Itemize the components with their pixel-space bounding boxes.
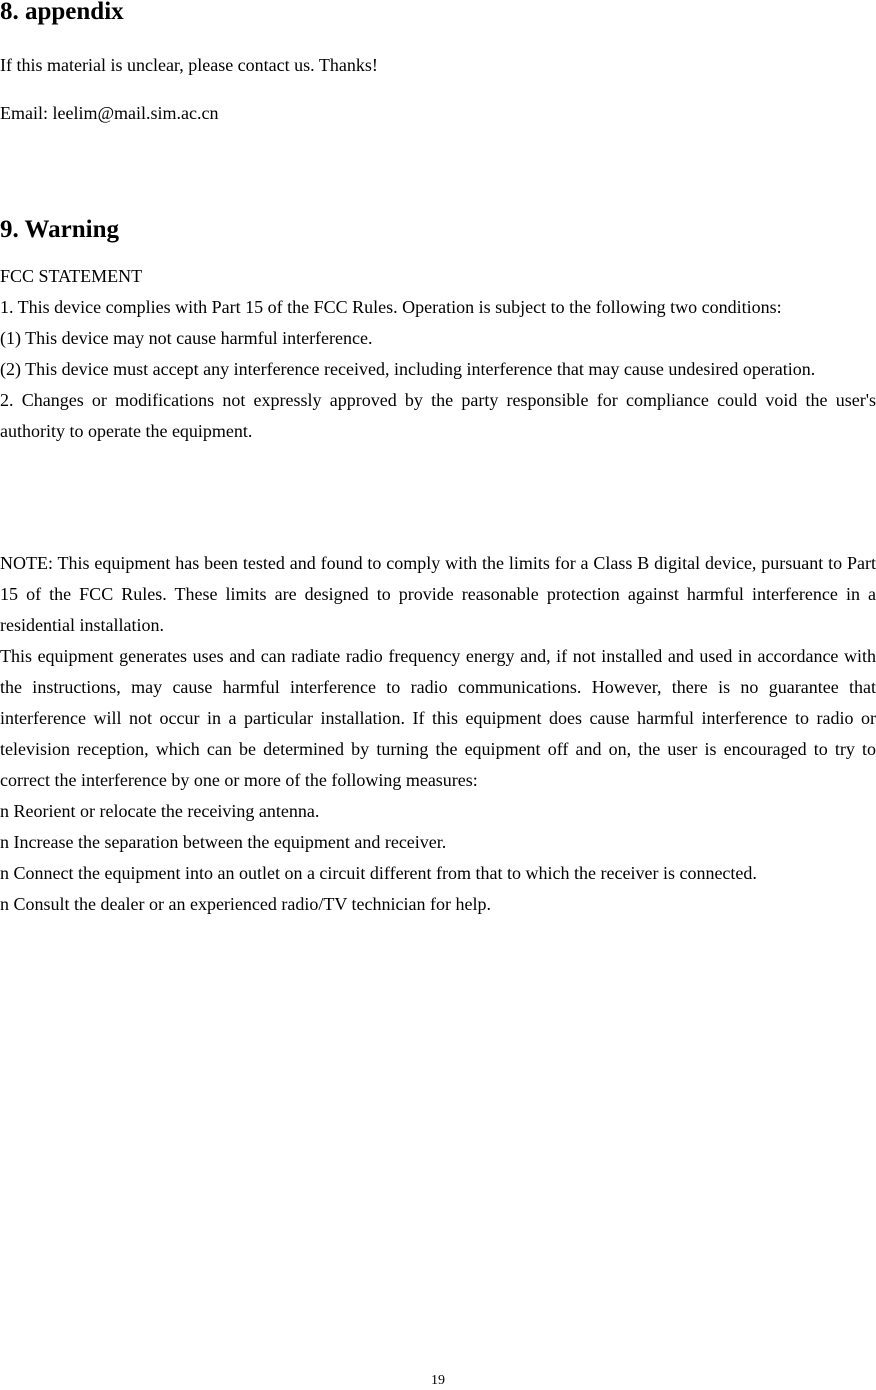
note-section (0, 548, 876, 920)
fcc-condition-2: (2) This device must accept any interference received, including interference that may cause undesired operation. (0, 359, 816, 379)
warning-heading: 9. Warning (0, 216, 120, 243)
note-paragraph: NOTE: This equipment has been tested and found to comply with the limits for a Class B digital device, pursuant to Part 15 of the FCC Rules. These limits are designed to provide reasonable protection against harmful interference in a residential installation. (0, 553, 876, 635)
contact-text: If this material is unclear, please contact us. Thanks! (0, 55, 378, 75)
fcc-item-1: 1. This device complies with Part 15 of the FCC Rules. Operation is subject to the following two conditions: (0, 297, 782, 317)
page-number: 19 (431, 1373, 445, 1388)
measure-item: n Increase the separation between the equipment and receiver. (0, 832, 447, 852)
fcc-condition-1: (1) This device may not cause harmful interference. (0, 328, 373, 348)
measure-item: n Connect the equipment into an outlet on a circuit different from that to which the receiver is connected. (0, 863, 757, 883)
fcc-statement-title: FCC STATEMENT (0, 266, 143, 286)
explanation-paragraph: This equipment generates uses and can radiate radio frequency energy and, if not installed and used in accordance with the instructions, may cause harmful interference to radio communications. However, there is no guarantee that interference will not occur in a particular installation. If this equipment does cause harmful interference to radio or television reception, which can be determined by turning the equipment off and on, the user is encouraged to try to correct the interference by one or more of the following measures: (0, 646, 876, 790)
measure-item: n Reorient or relocate the receiving antenna. (0, 801, 320, 821)
fcc-item-2: 2. Changes or modifications not expressly approved by the party responsible for compliance could void the user's authority to operate the equipment. (0, 390, 876, 441)
measure-item: n Consult the dealer or an experienced radio/TV technician for help. (0, 894, 491, 914)
appendix-heading: 8. appendix (0, 0, 124, 25)
fcc-statement-section (0, 261, 876, 447)
email-text: Email: leelim@mail.sim.ac.cn (0, 103, 219, 123)
